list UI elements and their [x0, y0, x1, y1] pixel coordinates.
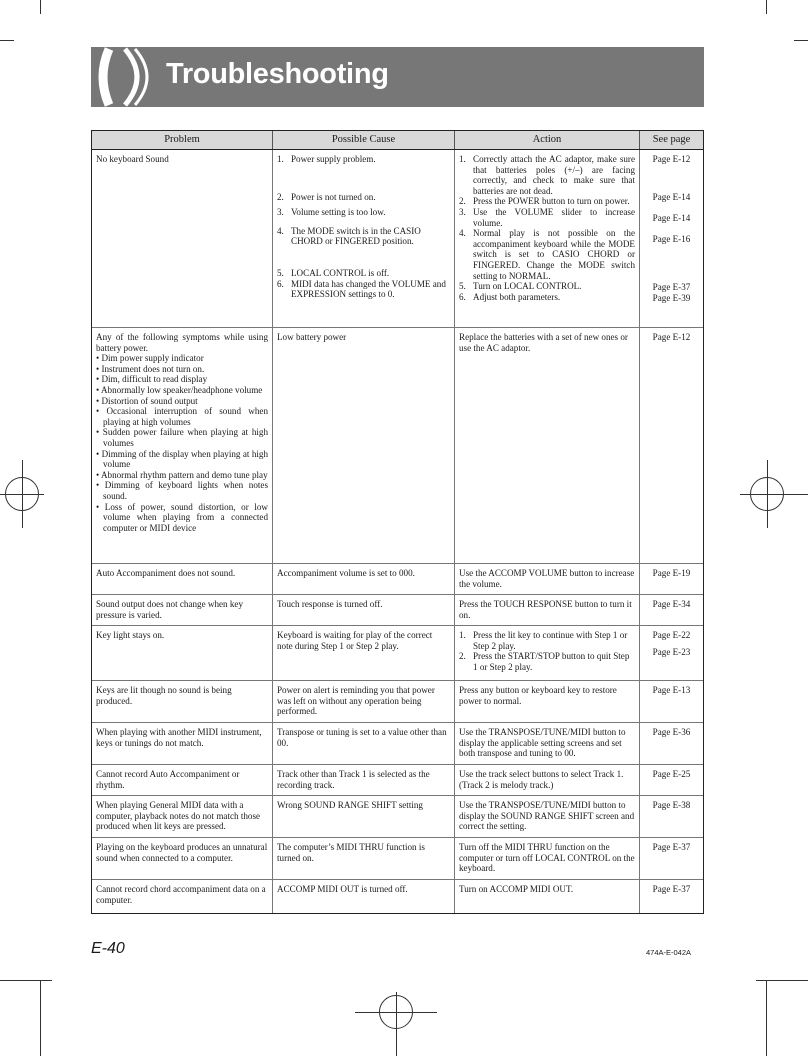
cause-cell: Track other than Track 1 is selected as the recording track. — [273, 765, 455, 795]
table-row — [92, 723, 703, 765]
table-row — [92, 595, 703, 626]
registration-line — [396, 992, 397, 1056]
action-cell: Use the track select buttons to select Track 1. (Track 2 is melody track.) — [455, 765, 640, 795]
action-cell: 1. Correctly attach the AC adaptor, make sure that batteries poles (+/–) are facing correctly, and check to make sure that batteries are not dead. 2. Press the POWER button to turn on power. 3. Use the VOLUME slider to increase volume. 4. Normal play is not possible on the accompaniment keyboard while the MODE switch is set to CASIO CHORD or FINGERED. Change the MODE switch setting to NORMAL. 5. Turn on LOCAL CONTROL. 6. Adjust both parameters. — [455, 150, 640, 327]
problem-cell: Cannot record chord accompaniment data on a computer. — [92, 880, 273, 913]
problem-cell: Sound output does not change when key pressure is varied. — [92, 595, 273, 625]
crop-mark — [0, 980, 52, 981]
action-cell: Turn on ACCOMP MIDI OUT. — [455, 880, 640, 913]
page-ref-cell: Page E-34 — [652, 599, 691, 609]
action-cell: 1. Press the lit key to continue with Step 1 or Step 2 play. 2. Press the START/STOP button to quit Step 1 or Step 2 play. — [455, 626, 640, 680]
cause-cell: 1. Power supply problem. 2. Power is not turned on. 3. Volume setting is too low. 4. The MODE switch is in the CASIO CHORD or FINGERED position. 5. LOCAL CONTROL is off. 6. MIDI data has changed the VOLUME and EXPRESSION settings to 0. — [273, 150, 455, 327]
table-row — [92, 150, 703, 328]
problem-cell: No keyboard Sound — [92, 150, 273, 327]
problem-cell: Playing on the keyboard produces an unnatural sound when connected to a computer. — [92, 838, 273, 879]
page-ref-cell: Page E-37 — [652, 842, 691, 852]
crop-mark — [40, 0, 41, 14]
crop-mark — [766, 980, 767, 1056]
problem-cell: When playing General MIDI data with a computer, playback notes do not match those produced when lit keys are pressed. — [92, 796, 273, 837]
crop-mark — [0, 40, 14, 41]
table-row — [92, 765, 703, 796]
page-ref-cell: Page E-22 Page E-23 — [652, 630, 691, 657]
cause-cell: Wrong SOUND RANGE SHIFT setting — [273, 796, 455, 837]
registration-line — [740, 494, 808, 495]
cause-cell: ACCOMP MIDI OUT is turned off. — [273, 880, 455, 913]
cause-cell: Accompaniment volume is set to 000. — [273, 564, 455, 594]
cause-cell: Power on alert is reminding you that power was left on without any operation being performed. — [273, 681, 455, 722]
table-row — [92, 796, 703, 838]
problem-cell: Any of the following symptoms while using battery power. • Dim power supply indicator • Instrument does not turn on. • Dim, difficult to read display • Abnormally low speaker/headphone volume • Distortion of sound output • Occasional interruption of sound when playing at high volumes • Sudden power failure when playing at high volumes • Dimming of the display when playing at high volume • Abnormal rhythm pattern and demo tune play • Dimming of keyboard lights when notes sound. • Loss of power, sound distortion, or low volume when playing from a connected computer or MIDI device — [92, 328, 273, 563]
table-row — [92, 564, 703, 595]
cause-cell: Keyboard is waiting for play of the correct note during Step 1 or Step 2 play. — [273, 626, 455, 680]
page-ref-cell: Page E-38 — [652, 800, 691, 810]
header-action: Action — [455, 131, 640, 149]
page-ref-cell: Page E-36 — [652, 727, 691, 737]
action-cell: Press any button or keyboard key to restore power to normal. — [455, 681, 640, 722]
title-banner — [91, 47, 704, 107]
crop-mark — [794, 40, 808, 41]
header-problem: Problem — [92, 131, 273, 149]
action-cell: Turn off the MIDI THRU function on the computer or turn off LOCAL CONTROL on the keyboard. — [455, 838, 640, 879]
registration-line — [22, 460, 23, 528]
troubleshooting-table — [91, 130, 704, 914]
page-ref-cell: Page E-13 — [652, 685, 691, 695]
action-cell: Use the ACCOMP VOLUME button to increase the volume. — [455, 564, 640, 594]
action-cell: Use the TRANSPOSE/TUNE/MIDI button to display the SOUND RANGE SHIFT screen and correct the setting. — [455, 796, 640, 837]
page-title: Troubleshooting — [166, 58, 389, 90]
crop-mark — [40, 980, 41, 1056]
header-see-page: See page — [652, 134, 691, 145]
problem-cell: Key light stays on. — [92, 626, 273, 680]
page-ref-cell: Page E-25 — [652, 769, 691, 779]
page-ref-cell: Page E-12 — [652, 332, 691, 342]
action-cell: Replace the batteries with a set of new ones or use the AC adaptor. — [455, 328, 640, 563]
problem-cell: When playing with another MIDI instrument, keys or tunings do not match. — [92, 723, 273, 764]
table-row — [92, 328, 703, 564]
table-header — [92, 131, 703, 150]
cause-cell: Low battery power — [273, 328, 455, 563]
page-ref-cell: Page E-12 Page E-14 Page E-14 Page E-16 Page E-37 Page E-39 — [652, 154, 691, 303]
page-ref-cell: Page E-19 — [652, 568, 691, 578]
action-cell: Use the TRANSPOSE/TUNE/MIDI button to display the applicable setting screens and set both transpose and tuning to 00. — [455, 723, 640, 764]
registration-line — [767, 460, 768, 528]
cause-cell: Transpose or tuning is set to a value other than 00. — [273, 723, 455, 764]
page-number: E-40 — [91, 940, 125, 957]
document-code: 474A-E-042A — [646, 948, 692, 957]
table-row — [92, 626, 703, 681]
action-cell: Press the TOUCH RESPONSE button to turn it on. — [455, 595, 640, 625]
crop-mark — [756, 980, 808, 981]
table-row — [92, 880, 703, 913]
problem-cell: Cannot record Auto Accompaniment or rhythm. — [92, 765, 273, 795]
problem-cell: Keys are lit though no sound is being produced. — [92, 681, 273, 722]
cause-cell: The computer’s MIDI THRU function is turned on. — [273, 838, 455, 879]
header-cause: Possible Cause — [273, 131, 455, 149]
banner-bracket-decoration — [91, 47, 161, 107]
crop-mark — [766, 0, 767, 14]
cause-cell: Touch response is turned off. — [273, 595, 455, 625]
page-ref-cell: Page E-37 — [652, 884, 691, 894]
problem-cell: Auto Accompaniment does not sound. — [92, 564, 273, 594]
table-row — [92, 681, 703, 723]
table-row — [92, 838, 703, 880]
